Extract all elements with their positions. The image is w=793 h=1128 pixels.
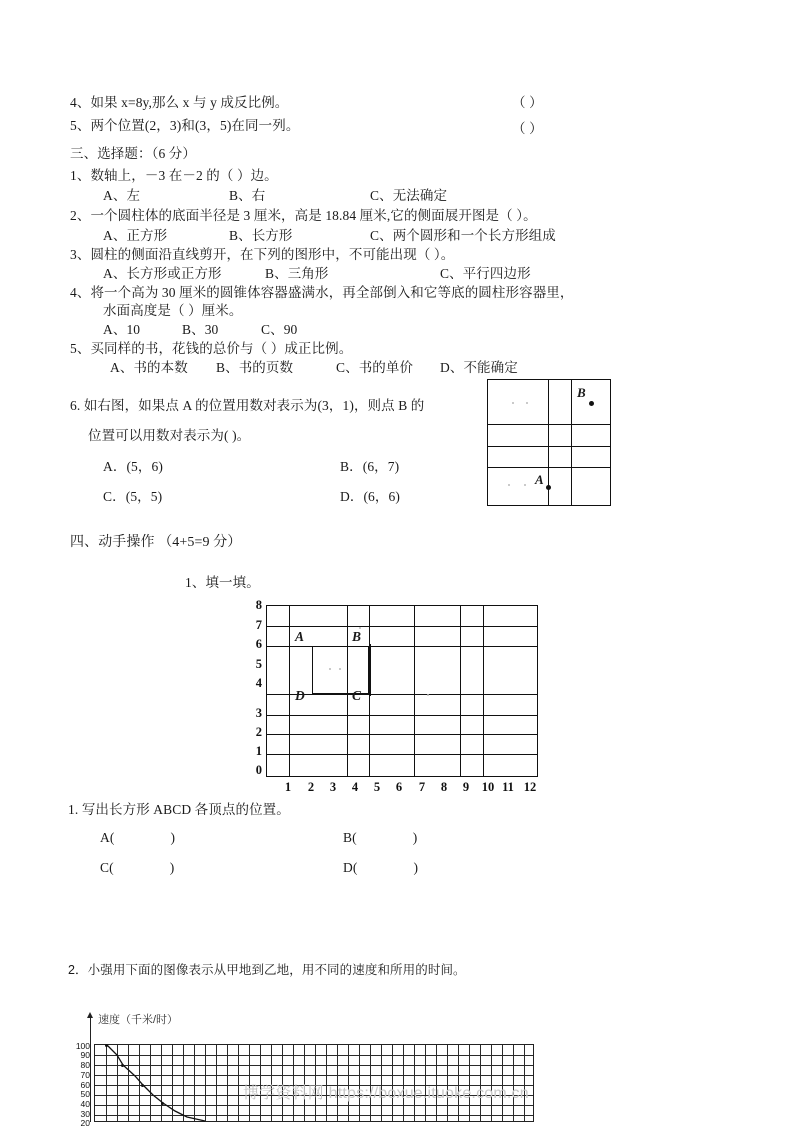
grid-hline-6	[267, 646, 537, 647]
choice-q6-option-d-key: D．	[340, 489, 364, 504]
y-axis-label: 速度（千米/时）	[98, 1014, 179, 1026]
vertex-label-c: C	[352, 688, 362, 703]
y-tick-7: 7	[255, 618, 262, 632]
speed-y-tick-60: 60	[80, 1080, 90, 1090]
choice-q1-stem	[70, 168, 278, 184]
q6-grid-faint-dot-3	[508, 484, 510, 486]
watermark-site-name: 博学资料网	[243, 1085, 325, 1102]
vertex-label-d: D	[295, 688, 305, 703]
y-tick-6: 6	[255, 637, 262, 651]
speed-y-tick-40: 40	[80, 1099, 90, 1109]
y-axis-line	[90, 1018, 91, 1122]
q4-1-blank-a-open: A(	[100, 830, 115, 845]
choice-q6-stem-line2: 位置可以用数对表示为( )。	[88, 428, 251, 443]
speed-y-tick-50: 50	[80, 1089, 90, 1099]
choice-q5-option-c[interactable]: C、书的单价	[336, 360, 414, 375]
section-three-heading: 三、选择题：（6 分）	[70, 146, 196, 161]
choice-q6-option-d-value: (6，6)	[363, 489, 400, 504]
x-tick-7: 7	[418, 780, 426, 794]
q4-1-blank-b-close: )	[412, 830, 418, 845]
y-tick-1: 1	[255, 744, 262, 758]
q4-1-blank-d[interactable]	[343, 860, 418, 876]
grid-vline-1	[289, 606, 290, 776]
choice-q4-stem-line1	[70, 285, 574, 301]
choice-q4-body1: 将一个高为 30 厘米的圆锥体容器盛满水，再全部倒入和它等底的圆柱形容器里，	[90, 285, 574, 300]
q4-1-body: 写出长方形 ABCD 各顶点的位置。	[81, 802, 290, 817]
grid-faint-dot-4	[427, 694, 429, 696]
judgement-item-5-answer[interactable]: （ ）	[512, 121, 543, 136]
choice-q4-option-c[interactable]: C、90	[261, 322, 298, 337]
coordinate-grid-box	[266, 605, 538, 777]
y-tick-5: 5	[255, 657, 262, 671]
choice-q1-body: 数轴上，－3 在－2 的（ ）边。	[90, 168, 278, 183]
q6-grid-faint-dot-1	[512, 402, 514, 404]
q6-point-a-label: A	[535, 472, 544, 487]
q4-1-blank-a[interactable]	[100, 830, 175, 846]
choice-q2-body: 一个圆柱体的底面半径是 3 厘米，高是 18.84 厘米,它的侧面展开图是（ ）。	[90, 208, 537, 223]
y-tick-2: 2	[255, 725, 262, 739]
grid-faint-dot-1	[329, 668, 331, 670]
choice-q4-option-a[interactable]: A、10	[103, 322, 141, 337]
vertex-label-a: A	[295, 629, 305, 644]
grid-hline-3	[267, 715, 537, 716]
q4-2-stem	[68, 963, 466, 977]
choice-q3-body: 圆柱的侧面沿直线剪开，在下列的图形中，不可能出现（ ）。	[90, 247, 455, 262]
q4-1-blank-d-open: D(	[343, 860, 358, 875]
choice-q2-option-c[interactable]: C、两个圆形和一个长方形组成	[370, 228, 556, 243]
grid-hline-1	[267, 754, 537, 755]
q6-point-b-dot	[589, 401, 594, 406]
choice-q6-option-b-value: (6，7)	[362, 459, 400, 474]
judgement-item-4-text: 4、	[70, 95, 91, 110]
choice-q1-option-a[interactable]: A、左	[103, 188, 141, 203]
choice-q5-option-d[interactable]: D、不能确定	[440, 360, 518, 375]
q6-grid-vline-2	[571, 380, 572, 505]
section-four-sub1-title: 1、填一填。	[185, 575, 260, 590]
vertex-label-b: B	[352, 629, 362, 644]
q6-grid-faint-dot-4	[524, 484, 526, 486]
x-tick-6: 6	[395, 780, 403, 794]
choice-q6-num: 6.	[70, 398, 81, 413]
choice-q6-stem-line1	[70, 398, 424, 414]
choice-q2-stem	[70, 208, 537, 224]
grid-vline-8	[460, 606, 461, 776]
choice-q5-option-b[interactable]: B、书的页数	[216, 360, 294, 375]
q4-1-blank-b[interactable]	[343, 830, 417, 846]
speed-y-tick-30: 30	[80, 1109, 90, 1119]
choice-q6-option-a-value: (5，6)	[126, 459, 163, 474]
choice-q2-option-a[interactable]: A、正方形	[103, 228, 168, 243]
choice-q4-stem-line2: 水面高度是（ ）厘米。	[103, 303, 243, 318]
choice-q6-option-a-key: A．	[103, 459, 127, 474]
judgement-item-5-body: 两个位置(2，3)和(3，5)在同一列。	[90, 118, 300, 133]
grid-hline-7	[267, 626, 537, 627]
rectangle-abcd-right-edge	[369, 644, 371, 696]
choice-q2-option-b[interactable]: B、长方形	[229, 228, 293, 243]
choice-q1-num: 1、	[70, 168, 91, 183]
grid-vline-6	[414, 606, 415, 776]
q4-1-blank-c-close: )	[169, 860, 175, 875]
q6-grid-figure	[487, 379, 611, 506]
grid-hline-4	[267, 694, 537, 695]
choice-q4-num: 4、	[70, 285, 91, 300]
choice-q5-stem	[70, 341, 352, 357]
y-tick-3: 3	[255, 706, 262, 720]
x-tick-8: 8	[440, 780, 448, 794]
choice-q6-option-c-value: (5，5)	[125, 489, 163, 504]
speed-y-tick-20: 20	[80, 1118, 90, 1128]
x-tick-2: 2	[307, 780, 315, 794]
q6-point-a-dot	[546, 485, 551, 490]
q6-point-b-label: B	[577, 385, 586, 400]
judgement-item-4-answer[interactable]: （ ）	[512, 95, 543, 110]
choice-q1-option-b[interactable]: B、右	[229, 188, 266, 203]
x-tick-9: 9	[462, 780, 470, 794]
q4-1-blank-c[interactable]	[100, 860, 174, 876]
choice-q6-option-b[interactable]	[340, 459, 399, 475]
judgement-item-4	[70, 95, 288, 111]
q4-2-body: 小强用下面的图像表示从甲地到乙地，用不同的速度和所用的时间。	[87, 963, 466, 977]
q4-1-blank-a-close: )	[170, 830, 176, 845]
judgement-item-5	[70, 118, 299, 134]
coordinate-grid-figure	[248, 598, 548, 794]
choice-q3-stem	[70, 247, 454, 263]
speed-y-tick-80: 80	[80, 1060, 90, 1070]
judgement-item-5-num: 5、	[70, 118, 91, 133]
choice-q6-option-c[interactable]	[103, 489, 162, 505]
x-tick-4: 4	[351, 780, 359, 794]
y-tick-8: 8	[255, 598, 262, 612]
choice-q3-option-a[interactable]: A、长方形或正方形	[103, 266, 222, 281]
speed-y-tick-100: 100	[75, 1041, 90, 1051]
choice-q3-num: 3、	[70, 247, 91, 262]
choice-q6-option-c-key: C．	[103, 489, 126, 504]
q6-grid-faint-dot-2	[526, 402, 528, 404]
choice-q2-num: 2、	[70, 208, 91, 223]
grid-vline-9	[483, 606, 484, 776]
speed-y-tick-90: 90	[80, 1050, 90, 1060]
choice-q5-option-a[interactable]: A、书的本数	[110, 360, 188, 375]
choice-q3-option-c[interactable]: C、平行四边形	[440, 266, 531, 281]
choice-q6-option-b-key: B．	[340, 459, 363, 474]
x-tick-11: 11	[502, 780, 514, 794]
x-tick-10: 10	[481, 780, 495, 794]
grid-hline-2	[267, 734, 537, 735]
q4-1-num: 1.	[68, 802, 79, 817]
q4-1-stem	[68, 802, 290, 818]
x-tick-3: 3	[329, 780, 337, 794]
x-tick-5: 5	[373, 780, 381, 794]
choice-q6-option-a[interactable]	[103, 459, 163, 475]
choice-q6-option-d[interactable]	[340, 489, 400, 505]
y-tick-0: 0	[255, 763, 262, 777]
watermark-url: https://boxue.ituoke.com.cn	[328, 1085, 529, 1102]
choice-q6-body1: 如右图，如果点 A 的位置用数对表示为(3，1)，则点 B 的	[83, 398, 425, 413]
watermark	[243, 1080, 529, 1103]
choice-q5-body: 买同样的书，花钱的总价与（ ）成正比例。	[90, 341, 353, 356]
q6-grid-hline-1	[488, 424, 610, 425]
q4-1-blank-c-open: C(	[100, 860, 114, 875]
q4-2-num: 2．	[68, 963, 88, 977]
rectangle-abcd	[312, 646, 369, 694]
q4-1-blank-b-open: B(	[343, 830, 357, 845]
speed-time-chart	[62, 1008, 602, 1128]
q6-grid-hline-2	[488, 446, 610, 447]
choice-q3-option-b[interactable]: B、三角形	[265, 266, 329, 281]
section-four-heading: 四、动手操作 （4+5=9 分）	[70, 535, 242, 550]
q6-grid-hline-3	[488, 467, 610, 468]
x-tick-12: 12	[523, 780, 537, 794]
y-tick-4: 4	[255, 676, 262, 690]
judgement-item-4-body: 如果 x=8y,那么 x 与 y 成反比例。	[90, 95, 289, 110]
q4-1-blank-d-close: )	[413, 860, 419, 875]
choice-q5-num: 5、	[70, 341, 91, 356]
choice-q1-option-c[interactable]: C、无法确定	[370, 188, 448, 203]
x-tick-1: 1	[284, 780, 292, 794]
speed-y-tick-70: 70	[80, 1070, 90, 1080]
choice-q4-option-b[interactable]: B、30	[182, 322, 219, 337]
grid-faint-dot-2	[339, 668, 341, 670]
